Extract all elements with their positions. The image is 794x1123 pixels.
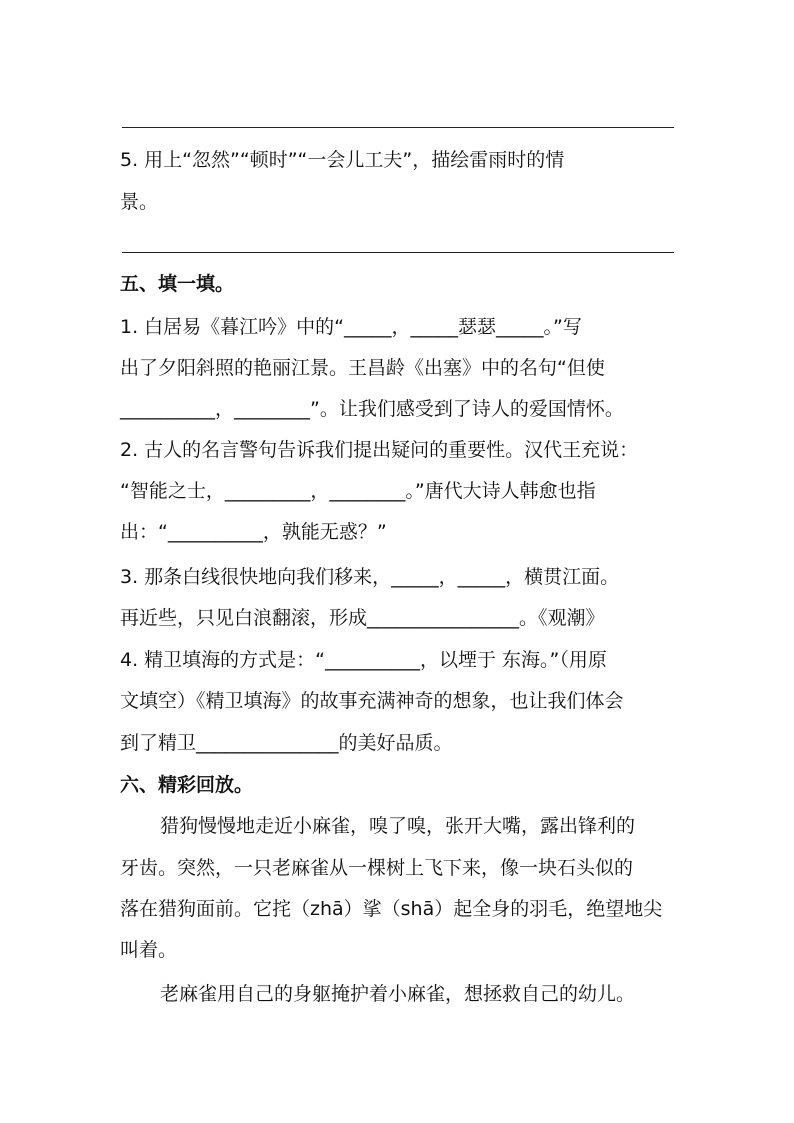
passage-paragraph-1-line-3: 落在猎狗面前。它挓（zhā）挲（shā）起全身的羽毛，绝望地尖	[120, 898, 663, 920]
section-5-line-5: “智能之士，_________，________。”唐代大诗人韩愈也指	[120, 480, 596, 502]
section-5-title: 五、填一填。	[120, 273, 235, 295]
passage-paragraph-1-line-4: 叫着。	[120, 939, 178, 961]
question-5-line-2: 景。	[120, 191, 159, 213]
section-5-line-9: 4. 精卫填海的方式是：“__________，以堙于 东海。”（用原	[120, 649, 607, 671]
section-5-line-6: 出：“__________，孰能无惑？”	[120, 521, 387, 543]
section-5-line-10: 文填空）《精卫填海》的故事充满神奇的想象，也让我们体会	[120, 690, 624, 712]
question-5-line-1: 5. 用上“忽然”“顿时”“一会儿工夫”，描绘雷雨时的情	[120, 149, 565, 171]
passage-paragraph-1-line-2: 牙齿。突然，一只老麻雀从一棵树上飞下来，像一块石头似的	[120, 857, 634, 879]
passage-paragraph-1-line-1: 猎狗慢慢地走近小麻雀，嗅了嗅，张开大嘴，露出锋利的	[160, 815, 636, 837]
section-5-line-7: 3. 那条白线很快地向我们移来，_____，_____，横贯江面。	[120, 566, 620, 588]
passage-paragraph-2-line-1: 老麻雀用自己的身躯掩护着小麻雀，想拯救自己的幼儿。	[160, 983, 636, 1005]
section-5-line-8: 再近些，只见白浪翻滚，形成________________。《观潮》	[120, 607, 605, 629]
section-5-line-3: __________，________”。让我们感受到了诗人的爱国情怀。	[120, 398, 624, 420]
section-5-line-1: 1. 白居易《暮江吟》中的“_____，_____瑟瑟_____。”写	[120, 316, 582, 338]
section-5-line-2: 出了夕阳斜照的艳丽江景。王昌龄《出塞》中的名句“但使	[120, 357, 605, 379]
answer-line-q5	[122, 252, 674, 253]
section-6-title: 六、精彩回放。	[120, 774, 254, 796]
section-5-line-11: 到了精卫_______________的美好品质。	[120, 732, 453, 754]
answer-line-top	[122, 127, 674, 128]
section-5-line-4: 2. 古人的名言警句告诉我们提出疑问的重要性。汉代王充说：	[120, 439, 639, 461]
